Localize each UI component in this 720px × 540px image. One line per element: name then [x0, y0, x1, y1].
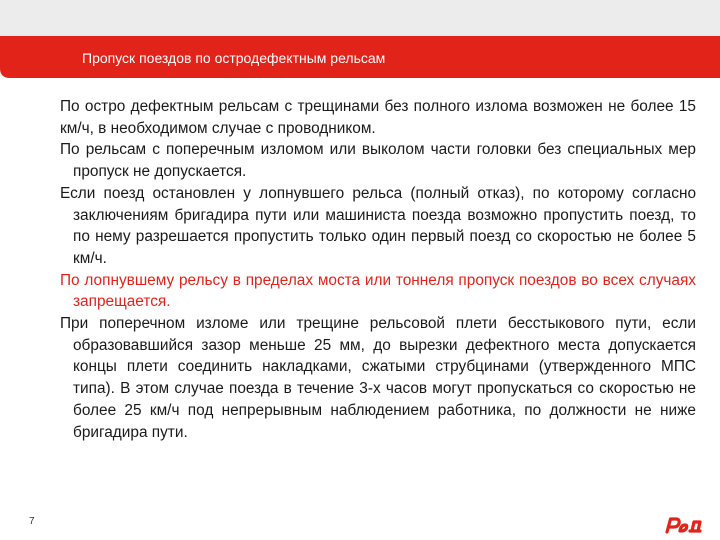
rzd-logo-graphic	[664, 513, 706, 535]
slide-title: Пропуск поездов по остродефектным рельсам	[82, 50, 386, 66]
rzd-logo-icon	[664, 513, 706, 535]
page-number: 7	[29, 516, 35, 527]
header-bar	[0, 36, 720, 78]
paragraph-broken-rail-stop: Если поезд остановлен у лопнувшего рельса (полный отказ), по которому согласно заключениям бригадира пути или машиниста поезда возможно пропустить поезд, то по нему разрешается пропустить только один первый поезд со скоростью не более 5 км/ч.	[60, 184, 696, 267]
slide-body	[60, 96, 696, 443]
paragraph-speed-limit-cracks: По остро дефектным рельсам с трещинами без полного излома возможен не более 15 км/ч, в необходимом случае с проводником.	[60, 98, 696, 137]
paragraph-continuous-welded-rail: При поперечном изломе или трещине рельсовой плети бесстыкового пути, если образовавшийся зазор меньше 25 мм, до вырезки дефектного места допускается концы плети соединить накладками, сжатыми струбцинами (утвержденного МПС типа). В этом случае поезда в течение 3-х часов могут пропускаться со скоростью не более 25 км/ч под непрерывным наблюдением работника, по должности не ниже бригадира пути.	[60, 315, 696, 441]
paragraph-transverse-fracture: По рельсам с поперечным изломом или выколом части головки без специальных мер пропуск не допускается.	[60, 141, 696, 181]
paragraph-bridge-tunnel-prohibition: По лопнувшему рельсу в пределах моста или тоннеля пропуск поездов во всех случаях запрещается.	[60, 271, 696, 311]
